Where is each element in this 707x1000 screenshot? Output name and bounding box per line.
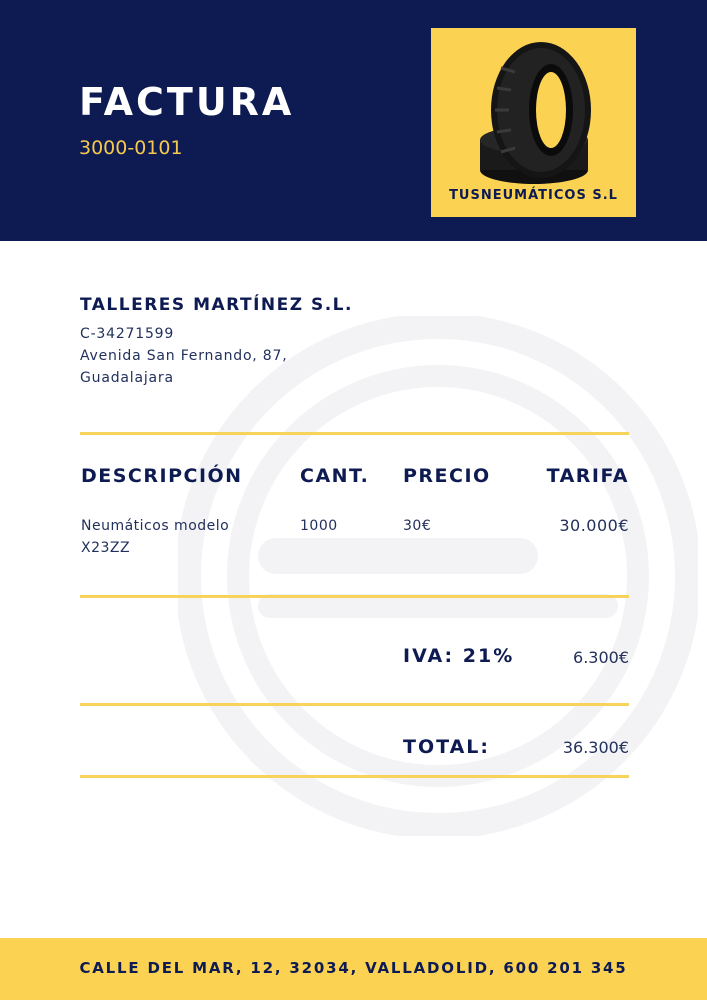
tax-label: IVA: 21% [403,645,515,667]
item-quantity: 1000 [300,518,338,534]
item-amount: 30.000€ [559,516,629,535]
invoice-number: 3000-0101 [79,137,183,159]
item-price: 30€ [403,518,432,534]
total-value: 36.300€ [562,738,629,757]
invoice-header [0,0,707,241]
invoice-title: FACTURA [79,80,295,124]
header-description: DESCRIPCIÓN [81,465,243,487]
header-amount: TARIFA [546,465,629,487]
company-logo [431,28,636,217]
divider-tax [80,703,629,706]
item-description-line2: X23ZZ [81,540,131,556]
total-label: TOTAL: [403,736,491,758]
client-name: TALLERES MARTÍNEZ S.L. [80,295,353,315]
header-quantity: CANT. [300,465,370,487]
watermark-logo [178,316,698,836]
company-name: TUSNEUMÁTICOS S.L [449,188,618,203]
tax-value: 6.300€ [573,648,629,667]
header-price: PRECIO [403,465,491,487]
item-description-line1: Neumáticos modelo [81,518,230,534]
divider-top [80,432,629,435]
client-address-line2: Guadalajara [80,370,174,386]
item-description [81,515,229,559]
divider-bottom [80,775,629,778]
divider-items [80,595,629,598]
footer-address: CALLE DEL MAR, 12, 32034, VALLADOLID, 600 201 345 [79,959,628,977]
tire-icon [431,28,636,188]
client-address-line1: Avenida San Fernando, 87, [80,348,288,364]
footer-bar [0,938,707,1000]
client-tax-id: C-34271599 [80,326,175,342]
